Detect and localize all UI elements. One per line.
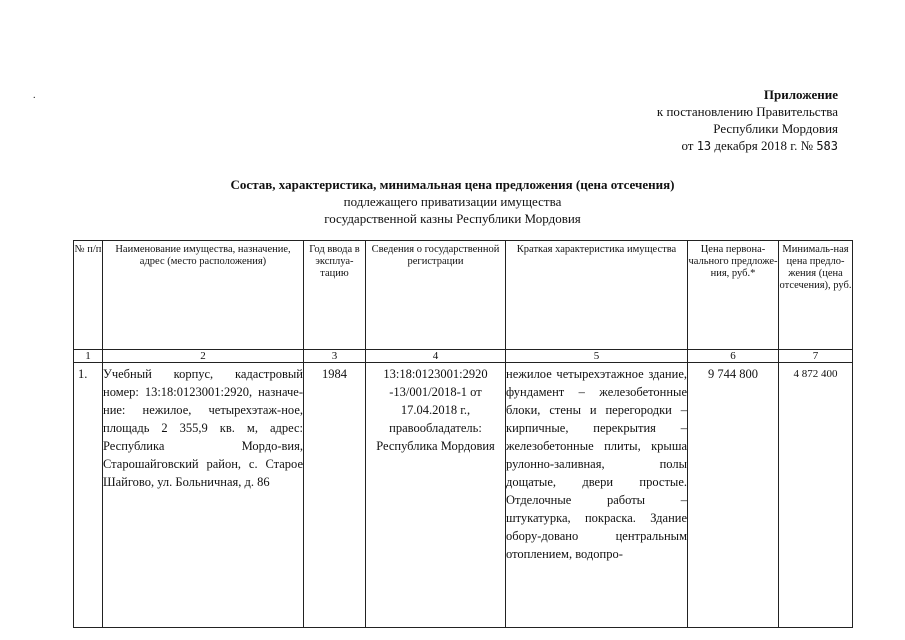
- commission-year: 1984: [304, 363, 366, 628]
- column-numbers-row: [74, 350, 853, 363]
- appendix-line-2: Республики Мордовия: [713, 121, 838, 136]
- registration-info: 13:18:0123001:2920 -13/001/2018-1 от 17.04.2018 г., правообладатель: Республика Мордовия: [366, 363, 506, 628]
- column-number: 5: [506, 350, 688, 363]
- column-number: 6: [688, 350, 779, 363]
- date-day: 13: [696, 139, 712, 153]
- property-name: Учебный корпус, кадастровый номер: 13:18:0123001:2920, назначе-ние: нежилое, четырехэтаж-ное, площадь 2 355,9 кв. м, адрес: Республика Мордо-вия, Старошайговский район, с. Старое Шайгово, ул. Больничная, д. 86: [103, 363, 304, 628]
- column-number: 2: [103, 350, 304, 363]
- document-heading: [0, 176, 905, 227]
- resolution-number: 583: [816, 139, 838, 153]
- appendix-date-line: [657, 137, 838, 155]
- initial-price: 9 744 800: [688, 363, 779, 628]
- column-number: 4: [366, 350, 506, 363]
- min-price: 4 872 400: [779, 363, 853, 628]
- date-month: декабря: [714, 138, 758, 153]
- date-year: 2018 г. №: [761, 138, 814, 153]
- header-initial-price: Цена первона-чального предложе-ния, руб.*: [688, 241, 779, 350]
- column-number: 3: [304, 350, 366, 363]
- appendix-line-1: к постановлению Правительства: [656, 104, 838, 119]
- table-row: [74, 363, 853, 628]
- header-registration: Сведения о государственной регистрации: [366, 241, 506, 350]
- heading-line-2: подлежащего приватизации имущества: [343, 194, 562, 209]
- column-number: 1: [74, 350, 103, 363]
- appendix-block: [657, 86, 838, 155]
- header-description: Краткая характеристика имущества: [506, 241, 688, 350]
- header-year: Год ввода в эксплуа-тацию: [304, 241, 366, 350]
- stray-mark: .: [33, 90, 36, 101]
- date-prefix: от: [681, 138, 694, 153]
- heading-line-1: Состав, характеристика, минимальная цена предложения (цена отсечения): [230, 177, 675, 192]
- header-min-price: Минималь-ная цена предло-жения (цена отсечения), руб.: [779, 241, 853, 350]
- table-header-row: [74, 241, 853, 350]
- property-table: [73, 240, 853, 628]
- header-name: Наименование имущества, назначение, адрес (место расположения): [103, 241, 304, 350]
- heading-line-3: государственной казны Республики Мордовия: [324, 211, 581, 226]
- appendix-title: Приложение: [763, 87, 838, 102]
- header-number: № п/п: [74, 241, 103, 350]
- row-number: 1.: [74, 363, 103, 628]
- property-description: нежилое четырехэтажное здание, фундамент – железобетонные блоки, стены и перегородки – кирпичные, перекрытия – железобетонные плиты, крыша рулонно-заливная, полы дощатые, двери простые. Отделочные работы – штукатурка, покраска. Здание обору-довано центральным отоплением, водопро-: [506, 363, 688, 628]
- column-number: 7: [779, 350, 853, 363]
